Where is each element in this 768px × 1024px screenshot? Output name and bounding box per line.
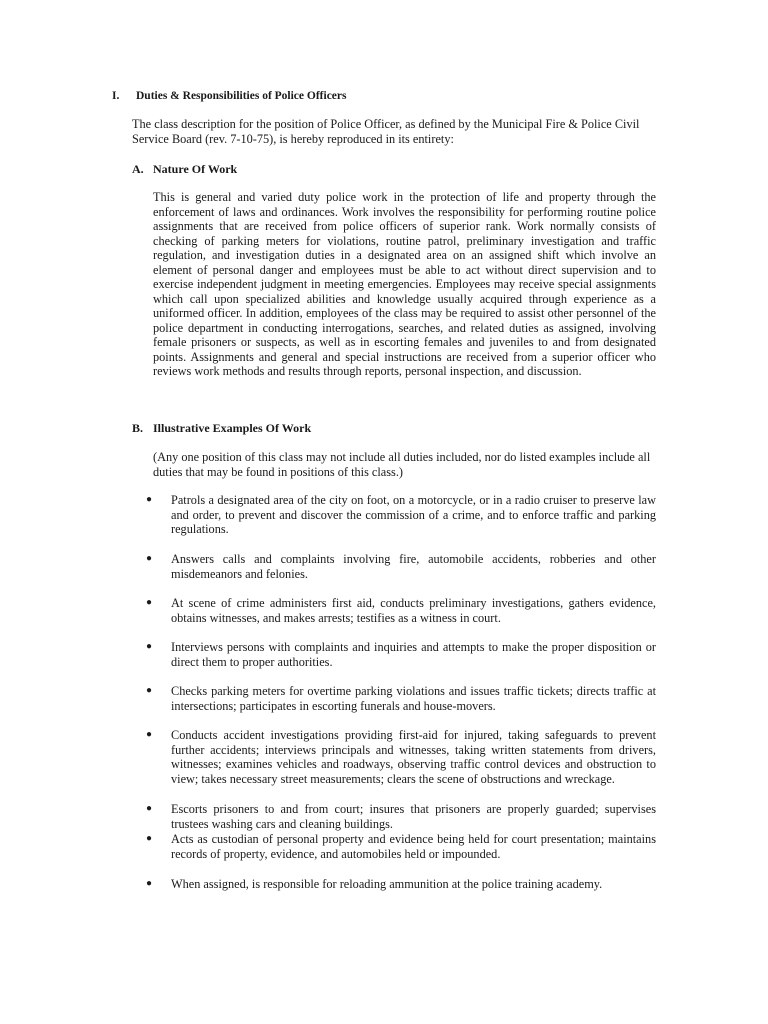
section-title: Duties & Responsibilities of Police Officers xyxy=(136,90,347,102)
subsection-title: Nature Of Work xyxy=(153,162,238,176)
list-item-text: Escorts prisoners to and from court; insures that prisoners are properly guarded; supervises trustees washing cars and cleaning buildings. xyxy=(171,802,656,831)
bullet-icon: ● xyxy=(146,803,153,814)
list-item-text: When assigned, is responsible for reloading ammunition at the police training academy. xyxy=(171,877,603,891)
list-item-text: Patrols a designated area of the city on foot, on a motorcycle, or in a radio cruiser to preserve law and order, to prevent and discover the commission of a crime, and to enforce traffic and parking regulations. xyxy=(171,493,656,536)
list-item-text: Checks parking meters for overtime parking violations and issues traffic tickets; directs traffic at intersections; participates in escorting funerals and house-movers. xyxy=(171,684,656,713)
bullet-icon: ● xyxy=(146,685,153,696)
bullet-icon: ● xyxy=(146,729,153,740)
list-item-text: Answers calls and complaints involving fire, automobile accidents, robberies and other misdemeanors and felonies. xyxy=(171,552,656,581)
list-item-text: At scene of crime administers first aid, conducts preliminary investigations, gathers evidence, obtains witnesses, and makes arrests; testifies as a witness in court. xyxy=(171,596,656,625)
bullet-icon: ● xyxy=(146,597,153,608)
list-item-text: Interviews persons with complaints and inquiries and attempts to make the proper disposition or direct them to proper authorities. xyxy=(171,640,656,669)
examples-note: (Any one position of this class may not include all duties included, nor do listed examples include all duties that may be found in positions of this class.) xyxy=(153,450,651,479)
nature-of-work-paragraph: This is general and varied duty police work in the protection of life and property through the enforcement of laws and ordinances. Work involves the responsibility for performing routine police assignments that are received from police officers of superior rank. Work normally consists of checking of parking meters for violations, routine patrol, preliminary investigation and traffic regulation, and investigation duties in a designated area on an assigned shift which involve an element of personal danger and employees must be able to act without direct supervision and to exercise independent judgment in meeting emergencies. Employees may receive special assignments which call upon specialized abilities and knowledge usually acquired through experience as a uniformed officer. In addition, employees of the class may be required to assist other personnel of the police department in conducting interrogations, searches, and related duties as assigned, involving female prisoners or suspects, as well as in escorting females and juveniles to and from designated points. Assignments and general and special instructions are received from a superior officer who reviews work methods and results through reports, personal inspection, and discussion. xyxy=(153,190,656,378)
list-item-text: Acts as custodian of personal property and evidence being held for court presentation; maintains records of property, evidence, and automobiles held or impounded. xyxy=(171,832,656,861)
bullet-icon: ● xyxy=(146,833,153,844)
bullet-icon: ● xyxy=(146,494,153,505)
bullet-icon: ● xyxy=(146,878,153,889)
bullet-icon: ● xyxy=(146,641,153,652)
bullet-icon: ● xyxy=(146,553,153,564)
section-heading xyxy=(112,90,346,102)
subsection-letter: A. xyxy=(132,162,144,176)
subsection-title: Illustrative Examples Of Work xyxy=(153,421,312,435)
section-intro: The class description for the position of Police Officer, as defined by the Municipal Fire & Police Civil Service Board (rev. 7-10-75), is hereby reproduced in its entirety: xyxy=(132,117,640,146)
subsection-letter: B. xyxy=(132,421,144,435)
section-number: I. xyxy=(112,90,120,102)
subsection-heading-examples xyxy=(132,421,311,436)
list-item-text: Conducts accident investigations providing first-aid for injured, taking safeguards to prevent further accidents; interviews principals and witnesses, taking written statements from drivers, witnesses; examines vehicles and roadways, observing traffic control devices and obstruction to view; takes necessary street measurements; clears the scene of obstructions and wreckage. xyxy=(171,728,656,786)
subsection-heading-nature xyxy=(132,162,237,177)
